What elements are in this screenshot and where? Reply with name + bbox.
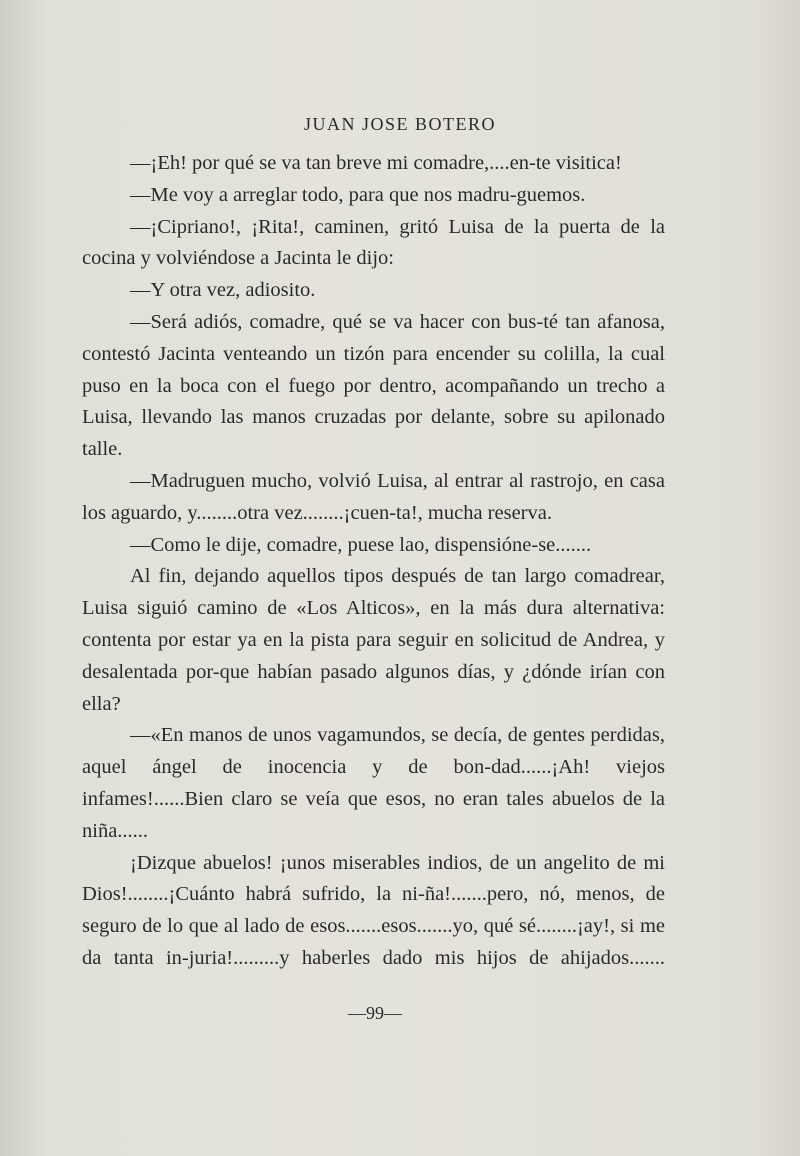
running-head: JUAN JOSE BOTERO	[303, 114, 496, 134]
paragraph-10: ¡Dizque abuelos! ¡unos miserables indios, de un angelito de mi Dios!........¡Cuánto habrá sufrido, la ni-ña!.......pero, nó, menos, de seguro de lo que al lado de esos.......esos.......yo, qué sé........¡ay!, si me da tanta in-juria!.........y haberles dado mis hijos de ahijados.......	[82, 851, 665, 969]
paragraph-2: —Me voy a arreglar todo, para que nos madru-guemos.	[130, 183, 586, 206]
paragraph-5: —Será adiós, comadre, qué se va hacer con bus-té tan afanosa, contestó Jacinta venteando un tizón para encender su colilla, la cual puso en la boca con el fuego por dentro, acompañando un trecho a Luisa, llevando las manos cruzadas por delante, sobre su apilonado talle.	[82, 310, 665, 461]
body-text	[82, 148, 665, 975]
paragraph-1: —¡Eh! por qué se va tan breve mi comadre,....en-te visitica!	[130, 152, 622, 174]
paragraph-3: —¡Cipriano!, ¡Rita!, caminen, gritó Luisa de la puerta de la cocina y volviéndose a Jacinta le dijo:	[82, 215, 665, 270]
page-number: —99—	[348, 1003, 402, 1023]
paragraph-4: —Y otra vez, adiosito.	[130, 279, 316, 302]
paragraph-9: —«En manos de unos vagamundos, se decía, de gentes perdidas, aquel ángel de inocencia y de bon-dad......¡Ah! viejos infames!......Bien claro se veía que esos, no eran tales abuelos de la niña......	[82, 724, 665, 842]
paragraph-7: —Como le dije, comadre, puese lao, dispensióne-se.......	[130, 533, 592, 556]
paragraph-6: —Madruguen mucho, volvió Luisa, al entrar al rastrojo, en casa los aguardo, y........otra vez........¡cuen-ta!, mucha reserva.	[82, 469, 665, 524]
paragraph-8: Al fin, dejando aquellos tipos después de tan largo comadrear, Luisa siguió camino de «Los Alticos», en la más dura alternativa: contenta por estar ya en la pista para seguir en solicitud de Andrea, y desalentada por-que habían pasado algunos días, y ¿dónde irían con ella?	[82, 565, 665, 715]
